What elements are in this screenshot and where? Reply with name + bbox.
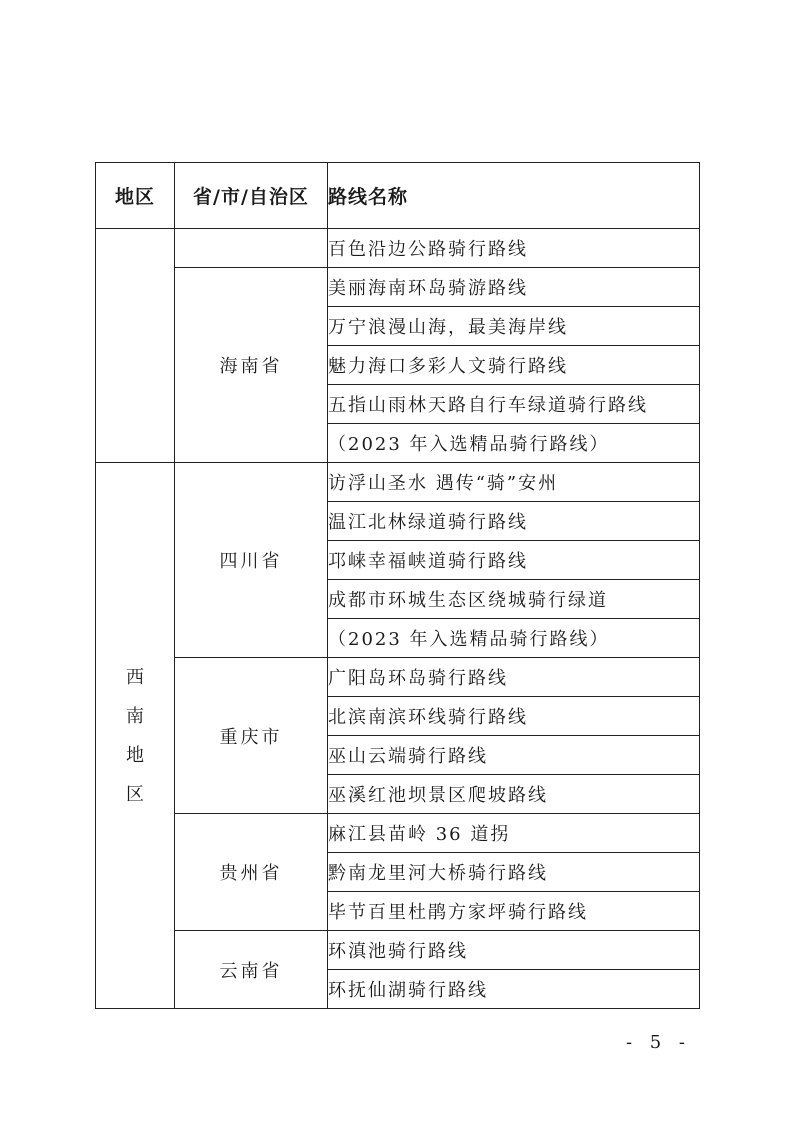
region-char: 西 bbox=[126, 666, 144, 688]
route-cell: 巫山云端骑行路线 bbox=[328, 736, 700, 775]
route-cell: 环滇池骑行路线 bbox=[328, 931, 700, 970]
province-cell-continued bbox=[175, 229, 328, 268]
province-guizhou: 贵州省 bbox=[175, 814, 328, 931]
route-cell: 五指山雨林天路自行车绿道骑行路线 bbox=[328, 385, 700, 424]
province-sichuan: 四川省 bbox=[175, 463, 328, 658]
region-char: 区 bbox=[126, 783, 144, 805]
route-cell: 毕节百里杜鹃方家坪骑行路线 bbox=[328, 892, 700, 931]
page-number: - 5 - bbox=[625, 1032, 691, 1053]
route-cell: 温江北林绿道骑行路线 bbox=[328, 502, 700, 541]
region-southwest-label bbox=[96, 658, 174, 814]
route-cell-note: （2023 年入选精品骑行路线） bbox=[328, 619, 700, 658]
route-cell: 魅力海口多彩人文骑行路线 bbox=[328, 346, 700, 385]
province-yunnan: 云南省 bbox=[175, 931, 328, 1009]
region-char: 地 bbox=[126, 744, 144, 766]
region-char: 南 bbox=[126, 705, 144, 727]
header-region: 地区 bbox=[96, 163, 175, 229]
table-header-row bbox=[96, 163, 700, 229]
region-cell-continued bbox=[96, 229, 175, 463]
route-cell: 万宁浪漫山海，最美海岸线 bbox=[328, 307, 700, 346]
route-cell: 环抚仙湖骑行路线 bbox=[328, 970, 700, 1009]
table-row bbox=[96, 814, 700, 853]
table-row bbox=[96, 463, 700, 502]
table-row bbox=[96, 931, 700, 970]
province-chongqing: 重庆市 bbox=[175, 658, 328, 814]
route-cell: 黔南龙里河大桥骑行路线 bbox=[328, 853, 700, 892]
province-hainan: 海南省 bbox=[175, 268, 328, 463]
route-cell-note: （2023 年入选精品骑行路线） bbox=[328, 424, 700, 463]
route-cell: 邛崃幸福峡道骑行路线 bbox=[328, 541, 700, 580]
region-southwest bbox=[96, 463, 175, 1009]
route-table bbox=[95, 162, 700, 1009]
header-route: 路线名称 bbox=[328, 163, 700, 229]
header-province: 省/市/自治区 bbox=[175, 163, 328, 229]
route-cell: 广阳岛环岛骑行路线 bbox=[328, 658, 700, 697]
route-cell: 百色沿边公路骑行路线 bbox=[328, 229, 700, 268]
route-cell: 巫溪红池坝景区爬坡路线 bbox=[328, 775, 700, 814]
route-cell: 麻江县苗岭 36 道拐 bbox=[328, 814, 700, 853]
table-row bbox=[96, 229, 700, 268]
table-row bbox=[96, 658, 700, 697]
route-cell: 成都市环城生态区绕城骑行绿道 bbox=[328, 580, 700, 619]
route-cell: 北滨南滨环线骑行路线 bbox=[328, 697, 700, 736]
route-cell: 美丽海南环岛骑游路线 bbox=[328, 268, 700, 307]
table-row bbox=[96, 268, 700, 307]
route-cell: 访浮山圣水 遇传“骑”安州 bbox=[328, 463, 700, 502]
